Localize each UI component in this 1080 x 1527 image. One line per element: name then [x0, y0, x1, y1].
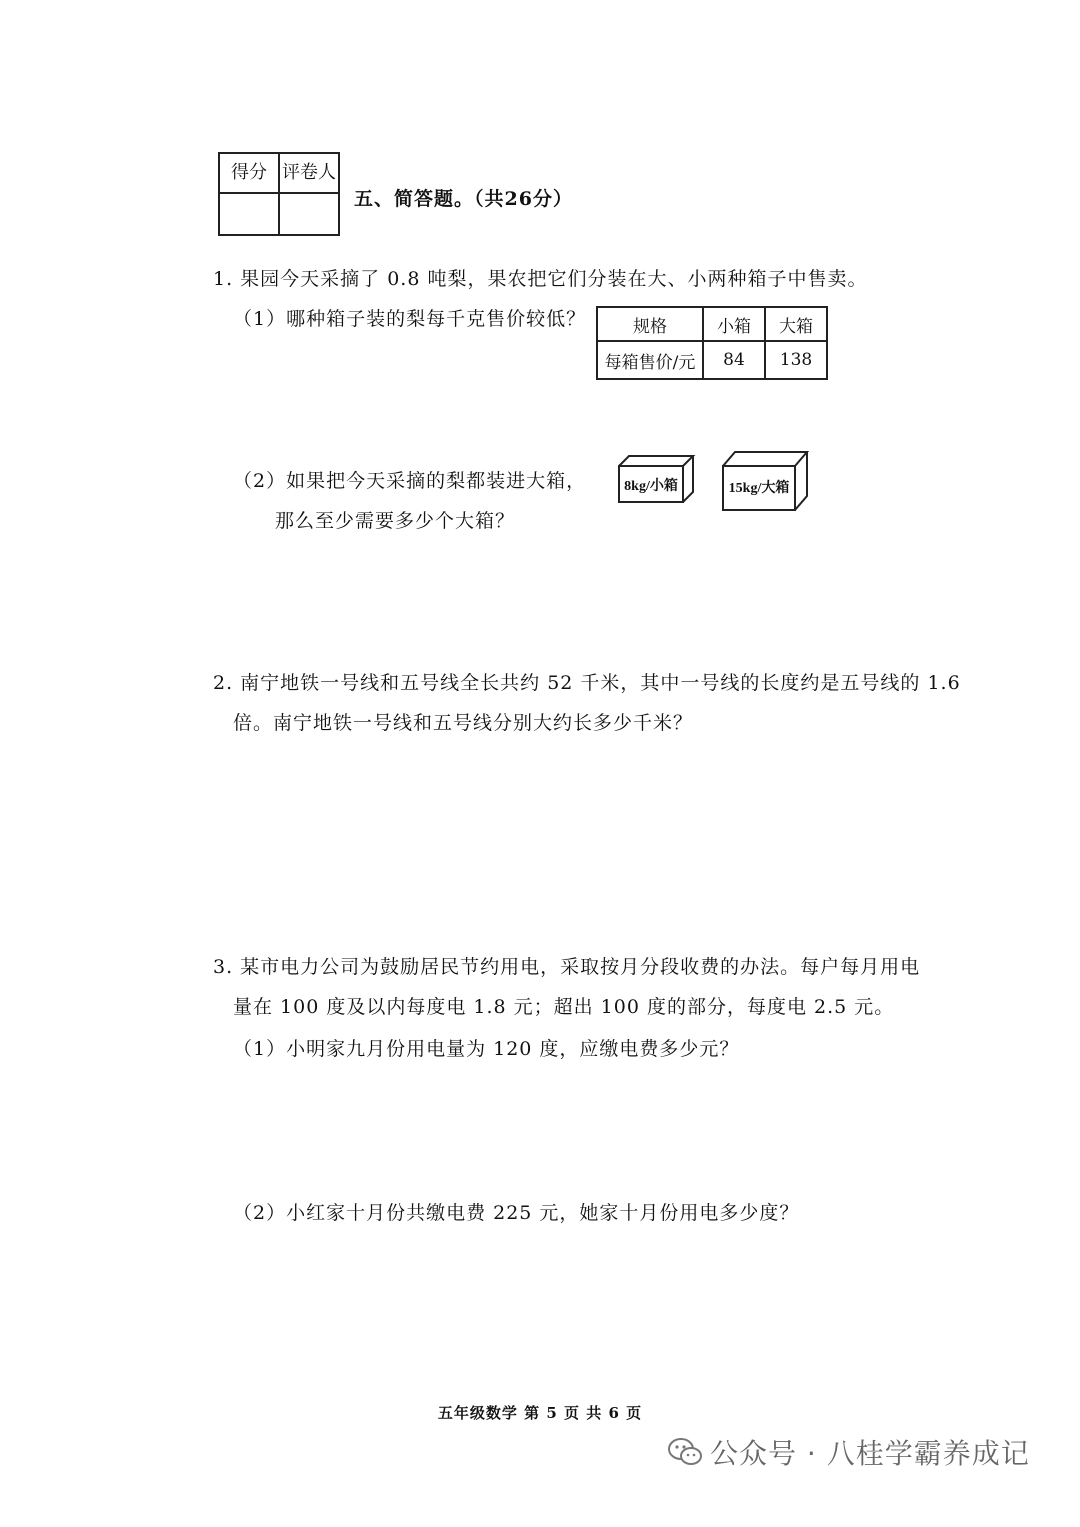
price-table — [596, 306, 828, 380]
q1-stem: 1. 果园今天采摘了 0.8 吨梨，果农把它们分装在大、小两种箱子中售卖。 — [213, 268, 868, 290]
score-cell — [219, 193, 279, 235]
section-title: 五、简答题。（共26分） — [354, 188, 573, 210]
grader-cell — [279, 193, 339, 235]
q1-sub2-line2: 那么至少需要多少个大箱？ — [275, 510, 516, 532]
watermark — [668, 1432, 1030, 1472]
wechat-icon — [668, 1437, 702, 1467]
page-footer: 五年级数学 第 5 页 共 6 页 — [437, 1404, 643, 1422]
table-header-spec: 规格 — [597, 307, 703, 341]
table-header-small: 小箱 — [703, 307, 765, 341]
grader-label: 评卷人 — [279, 153, 339, 193]
score-box — [218, 152, 340, 236]
table-header-large: 大箱 — [765, 307, 827, 341]
score-label: 得分 — [219, 153, 279, 193]
box-illustrations — [615, 444, 815, 516]
q1-sub1: （1）哪种箱子装的梨每千克售价较低？ — [233, 308, 587, 330]
small-box-label: 8kg/小箱 — [624, 479, 678, 494]
table-value-large: 138 — [765, 341, 827, 379]
q3-line1: 3. 某市电力公司为鼓励居民节约用电，采取按月分段收费的办法。每户每月用电 — [213, 956, 921, 978]
q2-line1: 2. 南宁地铁一号线和五号线全长共约 52 千米，其中一号线的长度约是五号线的 1.6 — [213, 672, 961, 694]
q1-sub2-line1: （2）如果把今天采摘的梨都装进大箱， — [233, 470, 587, 492]
q3-sub1: （1）小明家九月份用电量为 120 度，应缴电费多少元？ — [233, 1038, 740, 1060]
watermark-text: 公众号 · 八桂学霸养成记 — [710, 1437, 1030, 1470]
q3-sub2: （2）小红家十月份共缴电费 225 元，她家十月份用电多少度？ — [233, 1202, 800, 1224]
table-row-label: 每箱售价/元 — [597, 341, 703, 379]
table-value-small: 84 — [703, 341, 765, 379]
large-box-label: 15kg/大箱 — [728, 481, 790, 496]
q3-line2: 量在 100 度及以内每度电 1.8 元；超出 100 度的部分，每度电 2.5 元。 — [233, 996, 895, 1018]
q2-line2: 倍。南宁地铁一号线和五号线分别大约长多少千米？ — [233, 712, 694, 734]
